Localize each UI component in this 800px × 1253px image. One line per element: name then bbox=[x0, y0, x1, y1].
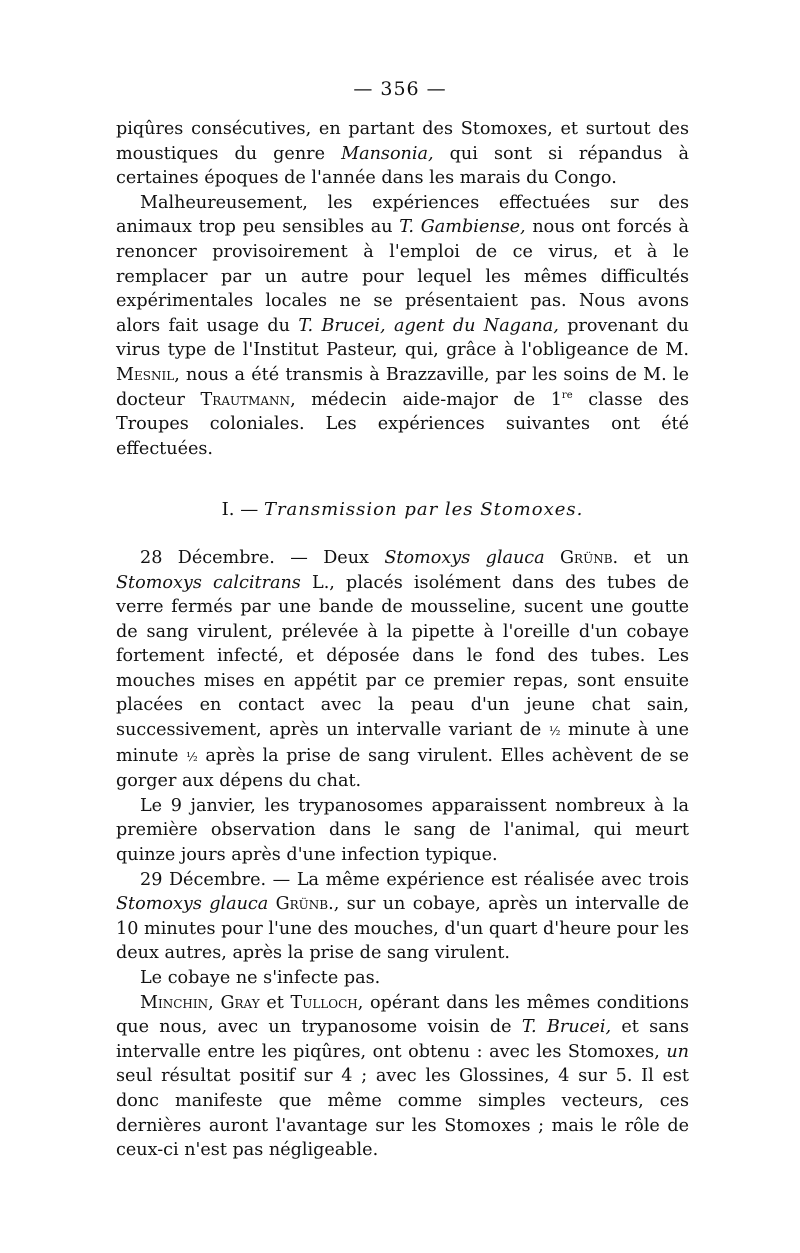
italic-text: Stomoxys glauca bbox=[116, 894, 269, 915]
paragraph-7 bbox=[116, 991, 689, 1163]
text: et bbox=[259, 992, 291, 1013]
text: Malheureusement, les expériences effectuées sur des animaux trop peu sensibles au bbox=[116, 192, 689, 238]
page-number: — 356 — bbox=[353, 78, 447, 100]
text bbox=[268, 894, 275, 914]
author-name: Grünb. bbox=[560, 547, 619, 568]
body-text bbox=[116, 117, 689, 1163]
text: L., placés isolément dans des tubes de verre fermés par une bande de mousseline, sucent une goutte de sang virulent, prélevée à la pipette à l'oreille d'un cobaye fortement infecté, et déposée dans le fond des tubes. Les mouches mises en appétit par ce premier repas, sont ensuite placées en contact avec la peau d'un jeune chat sain, successivement, après un intervalle variant de bbox=[116, 572, 689, 741]
text: après la prise de sang virulent. Elles achèvent de se gorger aux dépens du chat. bbox=[116, 745, 689, 792]
text: , bbox=[208, 992, 221, 1013]
italic-text: un bbox=[666, 1041, 689, 1062]
superscript: re bbox=[561, 389, 573, 401]
text: 1 bbox=[550, 389, 562, 410]
paragraph-4: Le 9 janvier, les trypanosomes apparaissent nombreux à la première observation dans le sang de l'animal, qui meurt quinze jours après d'une infection typique. bbox=[116, 795, 689, 866]
italic-text: T. Gambiense, bbox=[399, 217, 526, 238]
text: 29 Décembre. — La même expérience est réalisée avec trois bbox=[140, 869, 689, 890]
text: nous ont forcés à renoncer provisoirement à l'emploi de ce virus, et à le remplacer par un autre pour lequel les mêmes difficultés expérimentales locales ne se présentaient pas. Nous avons alors fait usage du bbox=[116, 217, 689, 336]
text: qui sont si répandus à certaines époques de l'année dans les marais du Congo. bbox=[116, 143, 689, 189]
section-heading bbox=[116, 498, 689, 523]
paragraph-5 bbox=[116, 868, 689, 966]
text: , sur un cobaye, après un intervalle de 10 minutes pour l'une des mouches, d'un quart d'heure pour les deux autres, après la prise de sang virulent. bbox=[116, 894, 690, 964]
author-name: Grünb. bbox=[275, 894, 334, 915]
author-name: Mesnil bbox=[116, 364, 175, 385]
text: piqûres consécutives, en partant des Stomoxes, et surtout des moustiques du genre bbox=[116, 119, 689, 164]
section-number: I. bbox=[221, 499, 235, 521]
section-dash: — bbox=[234, 499, 264, 521]
author-name: Tulloch bbox=[290, 992, 358, 1013]
text: , médecin aide-major de bbox=[290, 389, 551, 410]
text: seul résultat positif sur 4 ; avec les Glossines, 4 sur 5. Il est donc manifeste que même comme simples vecteurs, ces dernières auront l'avantage sur les Stomoxes ; mais le rôle de ceux-ci n'est pas négligeable. bbox=[116, 1066, 689, 1161]
author-name: Trautmann bbox=[200, 389, 291, 410]
italic-text: Stomoxys calcitrans bbox=[116, 572, 301, 593]
fraction: ½ bbox=[548, 724, 561, 739]
paragraph-2 bbox=[116, 191, 689, 462]
paragraph-1 bbox=[116, 117, 689, 191]
italic-text: Stomoxys glauca bbox=[384, 547, 545, 568]
text: provenant du virus type de l'Institut Pasteur, qui, grâce à l'obligeance de M. bbox=[116, 315, 689, 361]
text: , opérant dans les mêmes conditions que nous, avec un trypanosome voisin de bbox=[116, 992, 690, 1038]
text: classe des Troupes coloniales. Les expériences suivantes ont été effectuées. bbox=[116, 389, 689, 459]
paragraph-3 bbox=[116, 546, 689, 794]
text: minute à une minute bbox=[116, 720, 689, 766]
section-title: Transmission par les Stomoxes. bbox=[263, 499, 584, 521]
italic-text: T. Brucei, bbox=[521, 1017, 612, 1038]
text: et un bbox=[618, 547, 689, 568]
fraction: ½ bbox=[186, 749, 198, 764]
text: et sans intervalle entre les piqûres, ont obtenu : avec les Stomoxes, bbox=[116, 1017, 689, 1062]
text bbox=[545, 548, 560, 568]
italic-text: T. Brucei, agent du Nagana, bbox=[298, 315, 559, 336]
text: , nous a été transmis à Brazzaville, par les soins de M. le docteur bbox=[116, 364, 689, 410]
paragraph-6: Le cobaye ne s'infecte pas. bbox=[140, 968, 381, 988]
author-name: Minchin bbox=[140, 992, 209, 1013]
text: 28 Décembre. — Deux bbox=[140, 547, 385, 568]
italic-text: Mansonia, bbox=[341, 143, 434, 164]
author-name: Gray bbox=[220, 992, 260, 1013]
